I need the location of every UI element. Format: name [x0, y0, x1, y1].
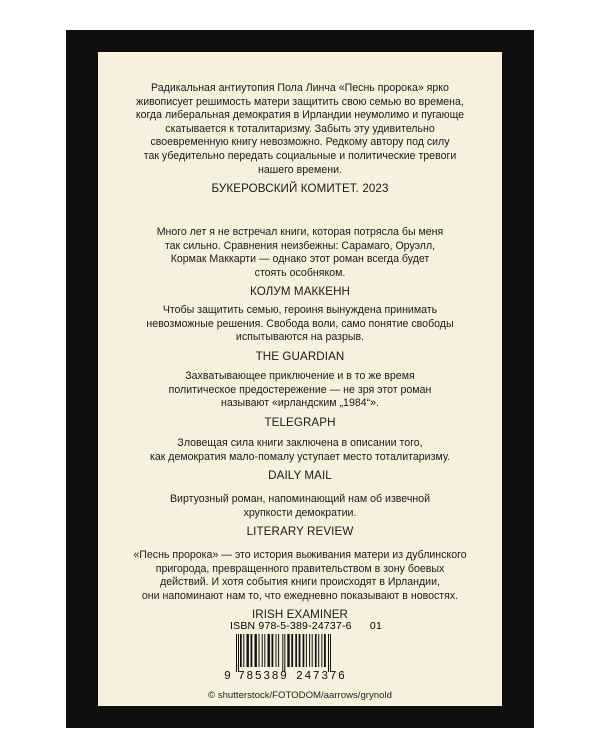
- barcode-bar: [309, 634, 310, 667]
- barcode-bar: [276, 634, 277, 667]
- blurb-quote: Виртуозный роман, напоминающий нам об извечной хрупкости демократии.: [169, 493, 431, 519]
- blurb-quote: Захватывающее приключение и в то же время политическое предостережение — не зря этот роман называют «ирландским „1984“».: [168, 370, 432, 410]
- back-cover: [66, 30, 534, 728]
- barcode-bar: [330, 634, 331, 672]
- barcode-bar: [268, 634, 270, 667]
- barcode-bar: [321, 634, 322, 667]
- blurb-guardian: [98, 304, 502, 364]
- blurb-quote: Зловещая сила книги заключена в описании того, как демократия мало-помалу уступает место тоталитаризму.: [149, 437, 451, 463]
- barcode-bar: [236, 634, 237, 672]
- isbn-addon: 01: [369, 620, 382, 632]
- barcode-right-group: 247376: [296, 670, 347, 683]
- barcode-bar: [282, 634, 283, 672]
- barcode-bar: [238, 634, 239, 672]
- blurb-source: TELEGRAPH: [264, 415, 336, 429]
- blurb-source: LITERARY REVIEW: [246, 525, 354, 539]
- barcode-lead-digit: 9: [224, 670, 231, 683]
- barcode-bar: [287, 634, 289, 667]
- blurb-literary-review: [98, 493, 502, 539]
- barcode-bar: [240, 634, 242, 667]
- barcode-bar: [299, 634, 301, 667]
- barcode-bar: [303, 634, 305, 667]
- blurb-telegraph: [98, 370, 502, 430]
- isbn-line: [230, 620, 382, 632]
- barcode-bar: [318, 634, 319, 667]
- blurb-quote: Много лет я не встречал книги, которая потрясла бы меня так сильно. Сравнения неизбежны: Сарамаго, Оруэлл, Кормак Маккарти — однако этот роман всегда будет стоять особняком.: [156, 226, 444, 279]
- cream-panel: [98, 52, 502, 706]
- barcode: [224, 620, 382, 686]
- barcode-bar: [243, 634, 244, 667]
- blurb-source: THE GUARDIAN: [255, 349, 345, 363]
- barcode-bar: [315, 634, 317, 667]
- barcode-bar: [255, 634, 257, 667]
- barcode-bar: [324, 634, 326, 667]
- blurb-booker: [98, 82, 502, 196]
- barcode-bar: [247, 634, 249, 667]
- blurb-daily-mail: [98, 437, 502, 483]
- blurb-source: IRISH EXAMINER: [251, 608, 349, 622]
- blurb-source: КОЛУМ МАККЕНН: [249, 285, 351, 299]
- blurb-colum-mccann: [98, 226, 502, 299]
- barcode-bar: [291, 634, 293, 667]
- barcode-bar: [262, 634, 263, 667]
- barcode-bar: [295, 634, 297, 667]
- barcode-bars: [224, 634, 382, 672]
- barcode-bar: [306, 634, 307, 667]
- blurb-quote: Радикальная антиутопия Пола Линча «Песнь пророка» ярко живописует решимость матери защитить свою семью во времена, когда либеральная демократия в Ирландии неумолимо и пугающе скатывается к тоталитаризму. Забыть эту удивительно своевременную книгу невозможно. Редкому автору под силу так убедительно передать социальные и политические тревоги нашего времени.: [135, 82, 465, 176]
- blurb-source: БУКЕРОВСКИЙ КОМИТЕТ. 2023: [211, 182, 389, 196]
- barcode-digits: [224, 670, 382, 684]
- isbn-label: ISBN 978-5-389-24737-6: [230, 620, 352, 632]
- image-credit: © shutterstock/FOTODOM/aarrows/grynold: [208, 690, 392, 701]
- barcode-bar: [264, 634, 265, 667]
- barcode-left-group: 785389: [238, 670, 289, 683]
- barcode-bar: [312, 634, 313, 667]
- barcode-bar: [259, 634, 260, 667]
- barcode-bar: [328, 634, 329, 672]
- blurb-quote: Чтобы защитить семью, героиня вынуждена принимать невозможные решения. Свобода воли, само понятие свободы испытываются на разрыв.: [146, 304, 454, 344]
- barcode-bar: [272, 634, 274, 667]
- barcode-bar: [284, 634, 285, 672]
- blurb-quote: «Песнь пророка» — это история выживания матери из дублинского пригорода, превращенного правительством в зону боевых действий. И хотя события книги происходят в Ирландии, они напоминают нам то, что ежедневно показывают в новостях.: [133, 549, 467, 602]
- barcode-bar: [278, 634, 279, 667]
- barcode-bar: [251, 634, 253, 667]
- blurb-source: DAILY MAIL: [268, 469, 332, 483]
- blurb-irish-examiner: [98, 549, 502, 622]
